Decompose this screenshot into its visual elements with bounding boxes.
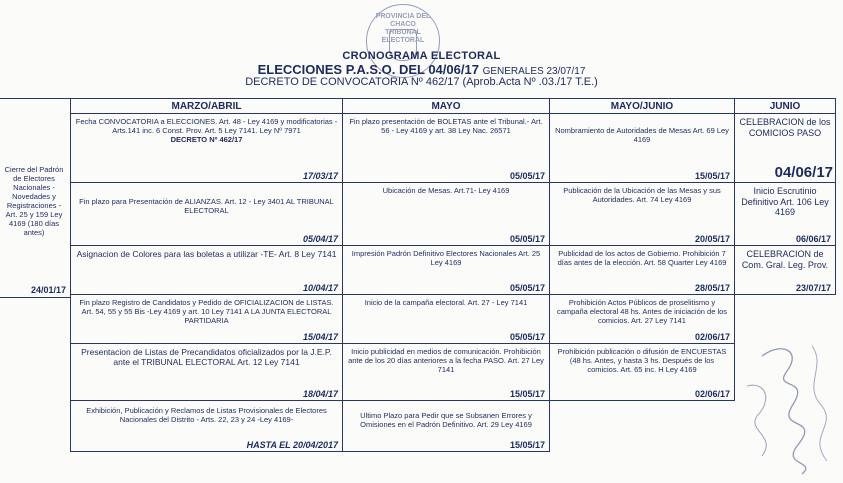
schedule-cell — [343, 114, 549, 182]
schedule-cell — [550, 344, 734, 400]
general-election-date: GENERALES 23/07/17 — [482, 66, 586, 77]
cell-text: Fin plazo para Presentación de ALIANZAS. Art. 12 - Ley 3401 AL TRIBUNAL ELECTORAL — [79, 197, 334, 215]
schedule-cell — [735, 183, 835, 245]
schedule-cell — [71, 401, 342, 451]
cell-text: CELEBRACION de los COMICIOS PASO — [739, 117, 831, 138]
cell-date: 15/05/17 — [509, 389, 545, 399]
cell-text: Publicación de la Ubicación de las Mesas y sus Autoridades. Art. 74 Ley 4169 — [563, 186, 721, 204]
cell-text: Inicio publicidad en medios de comunicación. Prohibición ante de los 20 días anteriores a la fecha PASO. Art. 27 Ley 7141 — [348, 347, 544, 374]
cell-text: Presentacion de Listas de Precandidatos oficializados por la J.E.P. ante el TRIBUNAL ELECTORAL Art. 12 Ley 7141 — [81, 347, 332, 367]
cell-text — [71, 114, 342, 144]
schedule-cell — [343, 344, 549, 400]
column-header-junio: JUNIO — [735, 99, 836, 114]
schedule-cell — [71, 114, 342, 182]
table-row — [71, 344, 836, 401]
schedule-cell — [550, 246, 734, 294]
cell-date: 05/05/17 — [509, 283, 545, 293]
signature — [742, 336, 842, 476]
cell-text: Fin plazo Registro de Candidatos y Pedido de OFICIALIZACION de LISTAS. Art. 54, 55 y 55 Bis -Ley 4169 y art. 10 Ley 7141 A LA JUNTA ELECTORAL PARTIDARIA — [79, 298, 334, 325]
column-header-mayo-junio: MAYO/JUNIO — [550, 99, 735, 114]
table-header-row — [71, 99, 836, 114]
table-row — [71, 183, 836, 246]
schedule-cell — [71, 183, 342, 245]
cell-text: Asignacion de Colores para las boletas a utilizar -TE- Art. 8 Ley 7141 — [76, 249, 337, 259]
cell-text: Ultimo Plazo para Pedir que se Subsanen Errores y Omisiones en el Padrón Definitivo. Art. 29 Ley 4169 — [360, 411, 532, 429]
page-title: CRONOGRAMA ELECTORAL — [342, 50, 501, 62]
seal-text: PROVINCIA DEL CHACO TRIBUNAL ELECTORAL — [375, 13, 431, 44]
cell-text: Exhibición, Publicación y Reclamos de Listas Provisionales de Electores Nacionales del Distrito - Arts. 22, 23 y 24 -Ley 4169- — [86, 406, 327, 424]
cell-date: 04/06/17 — [774, 164, 833, 181]
cell-date: 02/06/17 — [694, 389, 730, 399]
schedule-cell — [343, 295, 549, 343]
schedule-cell — [550, 295, 734, 343]
schedule-cell — [343, 183, 549, 245]
cell-text: Prohibición publicación o difusión de ENCUESTAS (48 hs. Antes, y hasta 3 hs. Después de los comicios. Art. 65 inc. H Ley 4169 — [557, 347, 727, 374]
column-header-mayo: MAYO — [343, 99, 550, 114]
cell-date: 15/05/17 — [509, 440, 545, 450]
cell-date: 05/05/17 — [509, 171, 545, 181]
page-subtitle — [0, 62, 843, 77]
cell-date: 02/06/17 — [694, 332, 730, 342]
cell-date: 10/04/17 — [302, 283, 338, 293]
schedule-cell — [71, 246, 342, 294]
schedule-cell — [735, 246, 835, 294]
paso-election-date: ELECCIONES P.A.S.O. DEL 04/06/17 — [257, 62, 479, 77]
left-column-text: Cierre del Padrón de Electores Nacionales - Novedades y Registraciones - Art. 25 y 159 Ley 4169 (180 días antes) — [4, 165, 64, 237]
cell-date: 06/06/17 — [795, 234, 831, 244]
cell-date: HASTA EL 20/04/2017 — [246, 440, 338, 450]
cell-text: Prohibición Actos Públicos de proselitismo y campaña electoral 48 hs. Antes de iniciación de los comicios. Art. 27 Ley 7141 — [556, 298, 728, 325]
cell-text: Impresión Padrón Definitivo Electores Nacionales Art. 25 Ley 4169 — [351, 249, 541, 267]
decree-line: DECRETO DE CONVOCATORIA Nº 462/17 (Aprob.Acta Nº .03./17 T.E.) — [245, 76, 598, 88]
schedule-cell — [343, 401, 549, 451]
cell-date: 28/05/17 — [694, 283, 730, 293]
schedule-cell — [550, 183, 734, 245]
cell-date: 17/03/17 — [302, 171, 338, 181]
cell-date: 05/05/17 — [509, 332, 545, 342]
cell-date: 18/04/17 — [302, 389, 338, 399]
signature-stroke — [742, 336, 842, 476]
cell-text-body: Fecha CONVOCATORIA a ELECCIONES. Art. 48 - Ley 4169 y modificatorias - Arts.141 inc. 6 Const. Prov. Art. 5 Ley 7141. Ley Nº 7971 — [75, 117, 338, 135]
cell-text: CELEBRACION de Com. Gral. Leg. Prov. — [741, 249, 829, 270]
cell-date: 05/05/17 — [509, 234, 545, 244]
cell-text: Inicio Escrutinio Definitivo Art. 106 Ley 4169 — [741, 186, 829, 217]
schedule-table — [70, 98, 836, 452]
schedule-cell — [71, 295, 342, 343]
cell-text: Inicio de la campaña electoral. Art. 27 - Ley 7141 — [364, 298, 528, 307]
column-header-marzo-abril: MARZO/ABRIL — [71, 99, 343, 114]
cell-text: Fin plazo presentación de BOLETAS ante el Tribunal.- Art. 56 - Ley 4169 y art. 38 Ley Nac. 26571 — [349, 117, 543, 135]
table-row — [71, 401, 836, 452]
cell-text: Publicidad de los actos de Gobierno. Prohibición 7 días antes de la elección. Art. 58 Quarter Ley 4169 — [557, 249, 727, 267]
table-row — [71, 295, 836, 344]
decree-number: DECRETO Nº 462/17 — [170, 135, 243, 144]
cell-date: 15/05/17 — [694, 171, 730, 181]
schedule-cell — [735, 114, 835, 182]
cell-text: Ubicación de Mesas. Art.71- Ley 4169 — [382, 186, 510, 195]
cell-date: 20/05/17 — [694, 234, 730, 244]
left-column-date: 24/01/17 — [30, 285, 66, 295]
schedule-cell — [343, 246, 549, 294]
schedule-cell — [71, 344, 342, 400]
cell-text: Nombramiento de Autoridades de Mesas Art. 69 Ley 4169 — [555, 126, 729, 144]
cell-date: 15/04/17 — [302, 332, 338, 342]
cell-date: 05/04/17 — [302, 234, 338, 244]
left-column — [0, 98, 70, 298]
table-row — [71, 246, 836, 295]
table-row — [71, 114, 836, 183]
schedule-cell — [550, 114, 734, 182]
cell-date: 23/07/17 — [795, 283, 831, 293]
